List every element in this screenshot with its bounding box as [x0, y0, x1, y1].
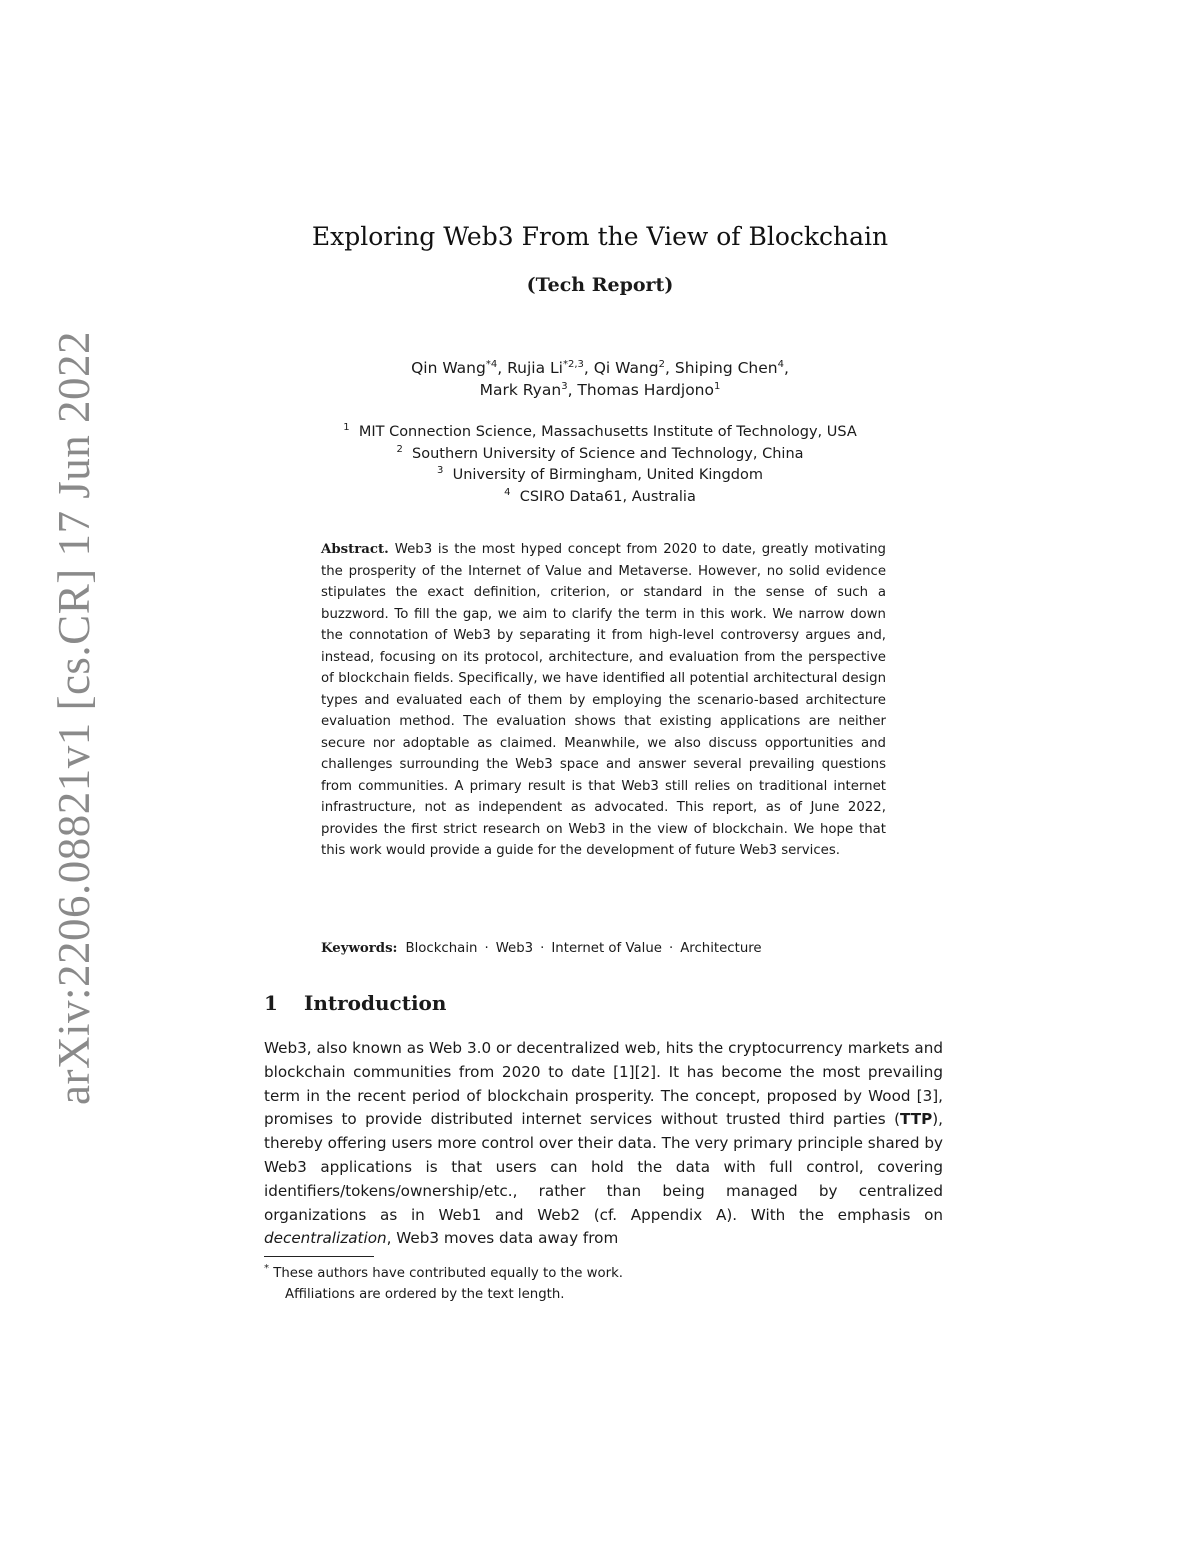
affiliation-text: Southern University of Science and Technology, China [412, 445, 804, 462]
keyword-separator: · [668, 941, 674, 956]
author-affil-mark: *2,3 [562, 359, 584, 370]
introduction-paragraph [264, 1037, 943, 1251]
keywords-block [321, 938, 886, 960]
affiliation-number: 4 [504, 486, 511, 498]
intro-text: ), thereby offering users more control over their data. The very primary principle shared by Web3 applications is that users can hold the data with full control, covering identifiers/tokens/ownership/etc., rather than being managed by centralized organizations as in Web1 and Web2 (cf. Appendix A). With the emphasis on [264, 1110, 943, 1224]
intro-bold-term: TTP [900, 1110, 933, 1129]
affiliation-list [0, 422, 1200, 508]
paper-subtitle: (Tech Report) [526, 274, 674, 296]
author-name: Rujia Li [507, 359, 563, 377]
keyword-item: Architecture [680, 941, 762, 956]
arxiv-identifier-stamp: arXiv:2206.08821v1 [cs.CR] 17 Jun 2022 [49, 331, 99, 1105]
author-affil-mark: 2 [658, 359, 666, 370]
affiliation-item [0, 422, 1200, 444]
abstract-label: Abstract. [321, 542, 389, 557]
section-heading-introduction [264, 991, 446, 1015]
keyword-separator: · [540, 941, 545, 956]
affiliation-item [0, 444, 1200, 466]
intro-text: Web3, also known as Web 3.0 or decentralized web, hits the cryptocurrency markets and blockchain communities from 2020 to date [1][2]. It has become the most prevailing term in the recent period of blockchain prosperity. The concept, proposed by Wood [3], promises to provide distributed internet services without trusted third parties ( [264, 1039, 943, 1129]
author-affil-mark: *4 [485, 359, 498, 370]
footnote-divider [264, 1256, 374, 1257]
author-affil-mark: 1 [714, 381, 721, 392]
intro-emphasis: decentralization [264, 1229, 387, 1248]
affiliation-number: 2 [396, 443, 403, 455]
abstract-block [321, 539, 886, 862]
keyword-item: Internet of Value [551, 941, 662, 956]
footnote-block [264, 1263, 623, 1305]
author-name: Shiping Chen [674, 359, 778, 377]
keyword-item: Web3 [495, 941, 534, 956]
author-name: Qi Wang [593, 359, 659, 377]
affiliation-number: 1 [343, 422, 350, 433]
paper-title: Exploring Web3 From the View of Blockchain [311, 222, 889, 251]
author-affil-mark: 4 [777, 359, 784, 370]
affiliation-number: 3 [437, 465, 444, 476]
affiliation-item [0, 487, 1200, 509]
keyword-separator: · [484, 941, 489, 956]
author-affil-mark: 3 [561, 381, 568, 392]
section-number: 1 [264, 991, 278, 1015]
affiliation-item [0, 465, 1200, 487]
affiliation-text: MIT Connection Science, Massachusetts Institute of Technology, USA [358, 424, 857, 440]
author-name: Qin Wang [411, 359, 486, 377]
keyword-item: Blockchain [405, 941, 478, 956]
abstract-text: Web3 is the most hyped concept from 2020 to date, greatly motivating the prosperity of the Internet of Value and Metaverse. However, no solid evidence stipulates the exact definition, criterion, or standard in the sense of such a buzzword. To fill the gap, we aim to clarify the term in this work. We narrow down the connotation of Web3 by separating it from high-level controversy argues and, instead, focusing on its protocol, architecture, and evaluation from the perspective of blockchain fields. Specifically, we have identified all potential architectural design types and evaluated each of them by employing the scenario-based architecture evaluation method. The evaluation shows that existing applications are neither secure nor adoptable as claimed. Meanwhile, we also discuss opportunities and challenges surrounding the Web3 space and answer several prevailing questions from communities. A primary result is that Web3 still relies on traditional internet infrastructure, not as independent as advocated. This report, as of June 2022, provides the first strict research on Web3 in the view of blockchain. We hope that this work would provide a guide for the development of future Web3 services. [321, 542, 886, 858]
footnote-line [264, 1263, 624, 1281]
author-name: Thomas Hardjono [577, 381, 714, 399]
footnote-text: Affiliations are ordered by the text length. [285, 1287, 565, 1302]
footnote-mark: * [264, 1263, 269, 1274]
intro-text: , Web3 moves data away from [386, 1229, 619, 1248]
author-name: Mark Ryan [479, 381, 562, 399]
keywords-label: Keywords: [321, 941, 398, 956]
affiliation-text: CSIRO Data61, Australia [519, 488, 696, 505]
author-list: Qin Wang$^{*4}$, Rujia Li$^{*2,3}$, Qi Wang$^2$, Shiping Chen$^4$, Mark Ryan$^3$, Thomas Hardjono$^1$ [411, 359, 789, 399]
section-title: Introduction [304, 991, 447, 1015]
affiliation-text: University of Birmingham, United Kingdom [452, 467, 763, 483]
footnote-text: These authors have contributed equally to the work. [273, 1266, 624, 1281]
